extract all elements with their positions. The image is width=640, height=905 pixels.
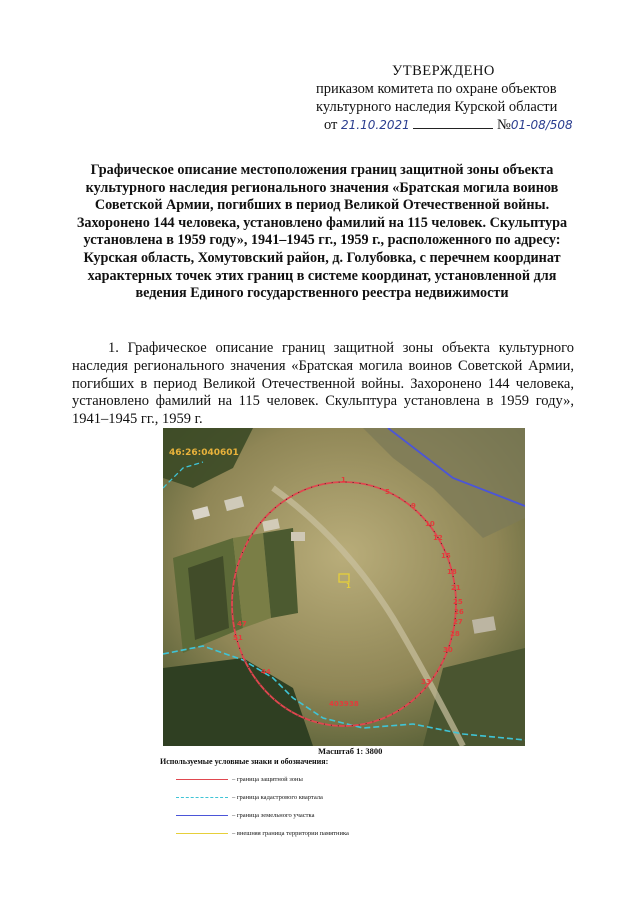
map-point-label: 44 [261, 668, 271, 676]
map-point-label: 1 [341, 476, 346, 484]
map-scale: Масштаб 1: 3800 [318, 746, 383, 756]
satellite-map [163, 428, 525, 746]
legend-label: – внешняя граница территории памятника [232, 829, 349, 837]
paragraph-1: 1. Графическое описание границ защитной зоны объекта культурного наследия регионального значения «Братская могила воинов Советской Армии, погибших в период Великой Отечественной войны. Захоронено 144 человека, установлено фамилий на 115 человек. Скульптура установлена в 1959 году», 1941–1945 гг., 1959 г. [72, 340, 574, 428]
map-point-label: 28 [450, 630, 460, 638]
map-point-label: 21 [451, 584, 461, 592]
legend-line-yellow [176, 833, 228, 834]
approval-title: УТВЕРЖДЕНО [392, 63, 495, 79]
approval-line-2: культурного наследия Курской области [316, 99, 558, 115]
document-heading: Графическое описание местоположения границ защитной зоны объекта культурного наследия регионального значения «Братская могила воинов Советской Армии, погибших в период Великой Отечественной войны. Захоронено 144 человека, установлено фамилий на 115 человек. Скульптура установлена в 1959 году», 1941–1945 гг., 1959 г., расположенного по адресу: Курская область, Хомутовский район, д. Голубовка, с перечнем координат характерных точек этих границ в системе координат, установленной для ведения Единого государственного реестра недвижимости [76, 162, 568, 302]
legend-item-protection-zone [176, 770, 496, 788]
legend-item-monument-boundary [176, 824, 496, 842]
legend-item-land-plot [176, 806, 496, 824]
approval-line-1: приказом комитета по охране объектов [316, 81, 557, 97]
signature-underline [413, 128, 493, 129]
legend-label: – граница кадастрового квартала [232, 793, 323, 801]
legend-line-blue [176, 815, 228, 816]
handwritten-number: 01-08/508 [510, 118, 573, 132]
map-point-label: 39 [339, 700, 349, 708]
legend-item-cadastral-quarter [176, 788, 496, 806]
handwritten-date: 21.10.2021 [341, 118, 410, 132]
map-point-label: 38 [349, 700, 359, 708]
legend-title: Используемые условные знаки и обозначения: [160, 757, 329, 766]
legend-line-cyan [176, 797, 228, 798]
map-point-label: 12 [433, 534, 443, 542]
number-label: № [497, 117, 511, 133]
map-point-label: 47 [237, 620, 247, 628]
map-point-label: 15 [441, 552, 451, 560]
map-point-label: 5 [385, 488, 390, 496]
map-point-label: 40 [329, 700, 339, 708]
map-point-label: 27 [453, 618, 463, 626]
map-point-label: 10 [425, 520, 435, 528]
map-point-label: 30 [443, 646, 453, 654]
legend-line-red [176, 779, 228, 780]
approval-stamp [316, 62, 586, 134]
map-point-label: 51 [233, 634, 243, 642]
map-point-label: 18 [447, 568, 457, 576]
map-point-label: 26 [454, 608, 464, 616]
cadastral-label: 46:26:040601 [169, 448, 239, 458]
map-point-label: 9 [411, 502, 416, 510]
map-point-label: 25 [453, 598, 463, 606]
legend-label: – граница земельного участка [232, 811, 315, 819]
legend-label: – граница защитной зоны [232, 775, 303, 783]
object-label: 1 [346, 582, 351, 590]
map-point-label: 33 [421, 678, 431, 686]
approval-date-line [316, 116, 586, 134]
from-label: от [324, 117, 338, 133]
map-legend [176, 770, 496, 842]
